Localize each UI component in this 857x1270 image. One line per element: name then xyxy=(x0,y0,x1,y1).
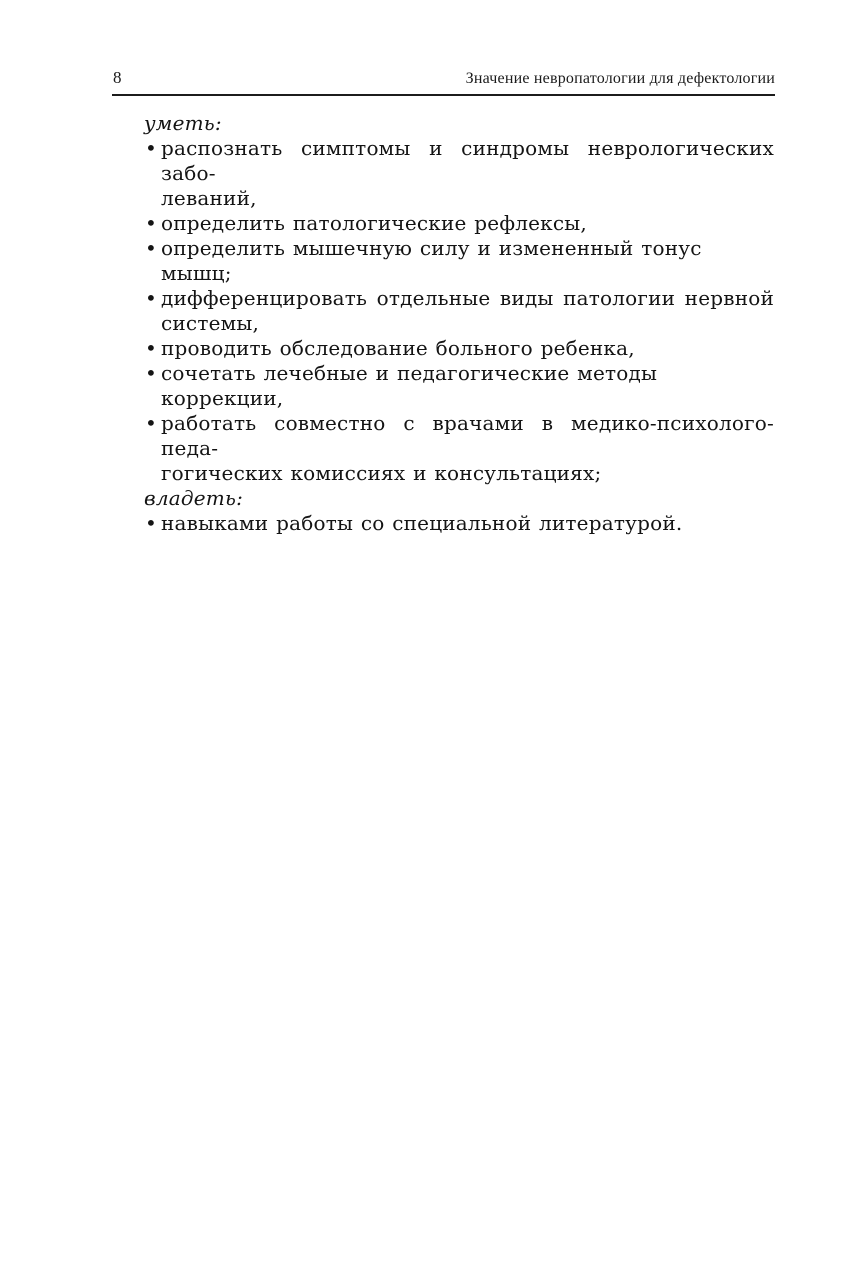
list-section-label: уметь: xyxy=(144,111,222,135)
bullet-item xyxy=(144,211,774,236)
bullet-item xyxy=(144,136,774,211)
text-line: навыками работы со специальной литературой. xyxy=(161,511,683,535)
header-rule xyxy=(112,94,775,96)
text-line: сочетать лечебные и педагогические методы коррекции, xyxy=(161,361,658,410)
bullet-item xyxy=(144,361,774,411)
body-text xyxy=(144,111,774,536)
bullet-item xyxy=(144,336,774,361)
bullet-icon: • xyxy=(145,136,157,160)
bullet-icon: • xyxy=(145,336,157,360)
bullet-item xyxy=(144,236,774,286)
bullet-icon: • xyxy=(145,361,157,385)
text-line: системы, xyxy=(161,311,260,335)
bullet-icon: • xyxy=(145,236,157,260)
text-line: распознать симптомы и синдромы неврологических забо- xyxy=(161,136,774,185)
page-header xyxy=(113,68,775,88)
text-line: определить мышечную силу и измененный тонус мышц; xyxy=(161,236,702,285)
text-line: леваний, xyxy=(161,186,257,210)
running-title: Значение невропатологии для дефектологии xyxy=(465,70,775,87)
bullet-icon: • xyxy=(145,286,157,310)
bullet-item xyxy=(144,511,774,536)
text-line: определить патологические рефлексы, xyxy=(161,211,587,235)
bullet-item xyxy=(144,286,774,336)
list-section-label: владеть: xyxy=(144,486,244,510)
bullet-icon: • xyxy=(145,511,157,535)
text-line: гогических комиссиях и консультациях; xyxy=(161,461,602,485)
bullet-item xyxy=(144,411,774,486)
page-number: 8 xyxy=(113,68,122,87)
bullet-icon: • xyxy=(145,411,157,435)
text-line: проводить обследование больного ребенка, xyxy=(161,336,635,360)
bullet-icon: • xyxy=(145,211,157,235)
text-line: работать совместно с врачами в медико-психолого-педа- xyxy=(161,411,774,460)
text-line: дифференцировать отдельные виды патологии нервной xyxy=(161,286,774,310)
